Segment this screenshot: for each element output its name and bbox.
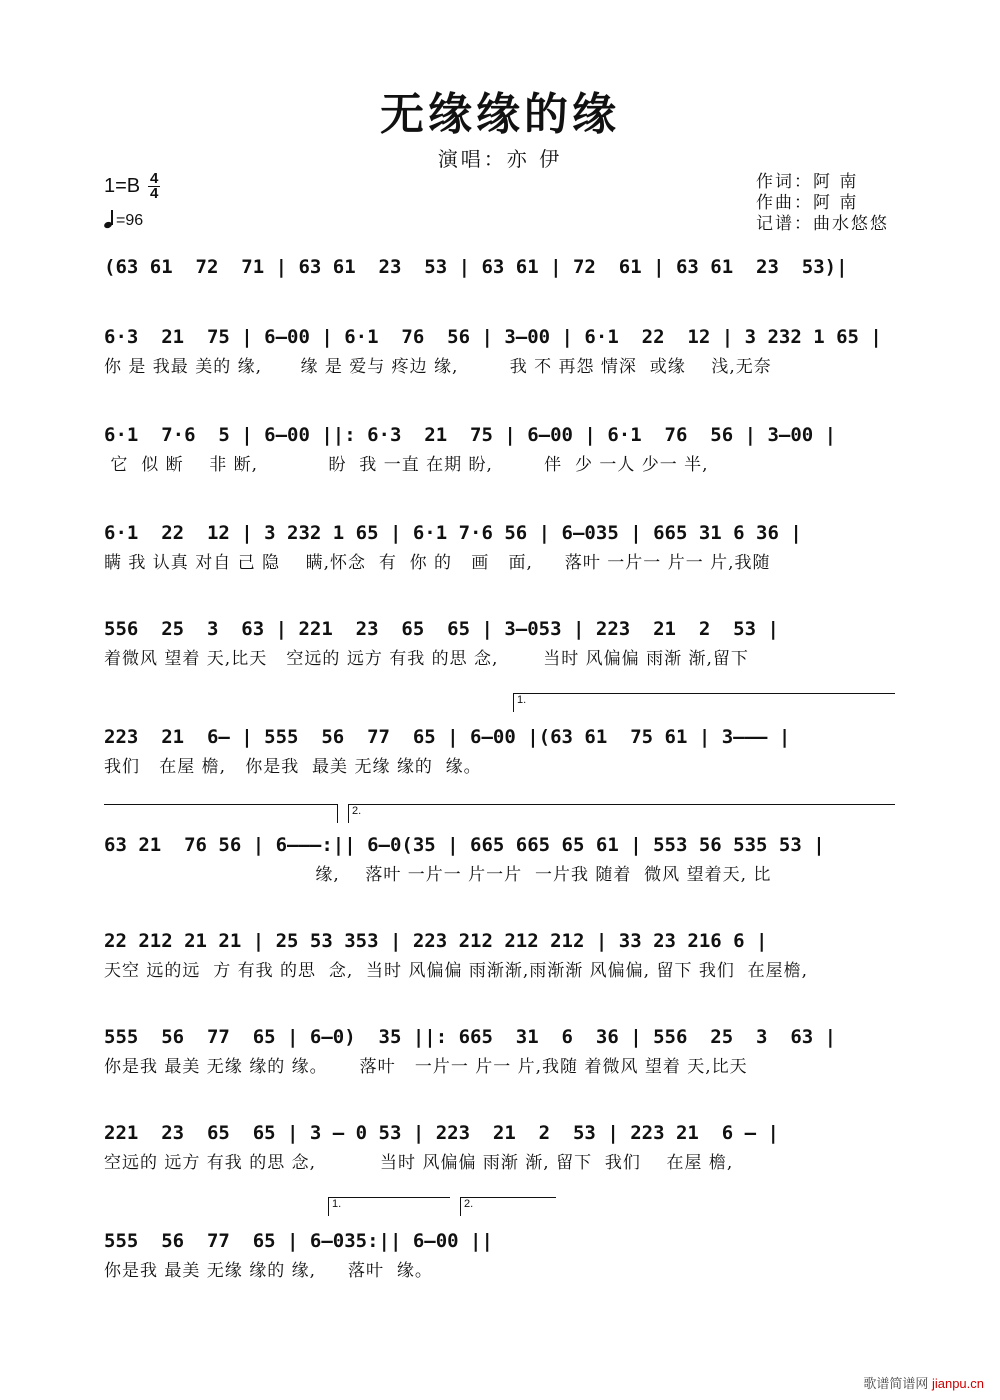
score-row-10 bbox=[104, 1116, 892, 1176]
volta-bracket-3: 1. bbox=[328, 1197, 450, 1216]
score-row-5 bbox=[104, 612, 892, 672]
notation-line: 6·3 21 75 | 6–00 | 6·1 76 56 | 3–00 | 6·1 22 12 | 3 232 1 65 | bbox=[104, 320, 892, 354]
notation-line: 556 25 3 63 | 221 23 65 65 | 3–053 | 223 21 2 53 | bbox=[104, 612, 892, 646]
tempo-marking bbox=[104, 208, 143, 230]
time-signature bbox=[148, 172, 160, 201]
notation-line: 63 21 76 56 | 6–––:|| 6–0(35 | 665 665 65 61 | 553 56 535 53 | bbox=[104, 828, 892, 862]
tempo-value: =96 bbox=[116, 212, 144, 229]
score-row-3 bbox=[104, 418, 892, 478]
score-row-11 bbox=[104, 1224, 892, 1284]
volta-bracket-end bbox=[104, 804, 338, 823]
score-row-1 bbox=[104, 250, 892, 310]
lyric-line bbox=[104, 284, 892, 310]
notation-line: 221 23 65 65 | 3 – 0 53 | 223 21 2 53 | 223 21 6 – | bbox=[104, 1116, 892, 1150]
transcriber: 记谱：曲水悠悠 bbox=[756, 214, 889, 234]
key-signature bbox=[104, 172, 160, 201]
quarter-note-icon bbox=[104, 208, 116, 228]
score-row-4 bbox=[104, 516, 892, 576]
lyric-line: 你 是 我最 美的 缘, 缘 是 爱与 疼边 缘, 我 不 再怨 情深 或缘 浅,无奈 bbox=[104, 357, 772, 377]
lyric-line: 缘, 落叶 一片一 片一片 一片我 随着 微风 望着天, 比 bbox=[104, 865, 772, 885]
score-row-9 bbox=[104, 1020, 892, 1080]
score-row-6 bbox=[104, 720, 892, 780]
score-row-8 bbox=[104, 924, 892, 984]
lyric-line: 着微风 望着 天,比天 空远的 远方 有我 的思 念, 当时 风偏偏 雨渐 渐,留下 bbox=[104, 649, 749, 669]
lyric-line: 瞒 我 认真 对自 己 隐 瞒,怀念 有 你 的 画 面, 落叶 一片一 片一 片,我随 bbox=[104, 553, 771, 573]
notation-line: (63 61 72 71 | 63 61 23 53 | 63 61 | 72 61 | 63 61 23 53)| bbox=[104, 250, 892, 284]
singer-line: 演唱：亦 伊 bbox=[437, 147, 563, 171]
score-row-7 bbox=[104, 828, 892, 888]
time-top: 4 bbox=[149, 170, 159, 187]
song-title: 无缘缘的缘 bbox=[380, 89, 620, 140]
notation-line: 6·1 7·6 5 | 6–00 ||: 6·3 21 75 | 6–00 | 6·1 76 56 | 3–00 | bbox=[104, 418, 892, 452]
watermark-url: jianpu.cn bbox=[931, 1376, 984, 1391]
lyric-line: 空远的 远方 有我 的思 念, 当时 风偏偏 雨渐 渐, 留下 我们 在屋 檐, bbox=[104, 1153, 734, 1173]
notation-line: 555 56 77 65 | 6–0) 35 ||: 665 31 6 36 | 556 25 3 63 | bbox=[104, 1020, 892, 1054]
lyric-line: 我们 在屋 檐, 你是我 最美 无缘 缘的 缘。 bbox=[104, 757, 482, 777]
volta-bracket-1: 1. bbox=[513, 693, 895, 712]
credits bbox=[756, 172, 889, 235]
lyric-line: 你是我 最美 无缘 缘的 缘。 落叶 一片一 片一 片,我随 着微风 望着 天,比天 bbox=[104, 1057, 748, 1077]
score-row-2 bbox=[104, 320, 892, 380]
notation-line: 22 212 21 21 | 25 53 353 | 223 212 212 212 | 33 23 216 6 | bbox=[104, 924, 892, 958]
lyricist: 作词：阿 南 bbox=[756, 172, 859, 192]
lyric-line: 它 似 断 非 断, 盼 我 一直 在期 盼, 伴 少 一人 少一 半, bbox=[104, 455, 709, 475]
lyric-line: 天空 远的远 方 有我 的思 念, 当时 风偏偏 雨渐渐,雨渐渐 风偏偏, 留下 我们 在屋檐, bbox=[104, 961, 809, 981]
lyric-line: 你是我 最美 无缘 缘的 缘, 落叶 缘。 bbox=[104, 1261, 433, 1281]
notation-line: 223 21 6– | 555 56 77 65 | 6–00 |(63 61 75 61 | 3––– | bbox=[104, 720, 892, 754]
composer: 作曲：阿 南 bbox=[756, 193, 859, 213]
notation-line: 555 56 77 65 | 6–035:|| 6–00 || bbox=[104, 1224, 892, 1258]
watermark bbox=[863, 1373, 984, 1392]
time-bottom: 4 bbox=[149, 185, 159, 202]
watermark-site-name: 歌谱简谱网 bbox=[863, 1376, 929, 1391]
volta-bracket-2: 2. bbox=[348, 804, 895, 823]
volta-bracket-4: 2. bbox=[460, 1197, 556, 1216]
key-label: 1=B bbox=[104, 175, 141, 197]
notation-line: 6·1 22 12 | 3 232 1 65 | 6·1 7·6 56 | 6–035 | 665 31 6 36 | bbox=[104, 516, 892, 550]
